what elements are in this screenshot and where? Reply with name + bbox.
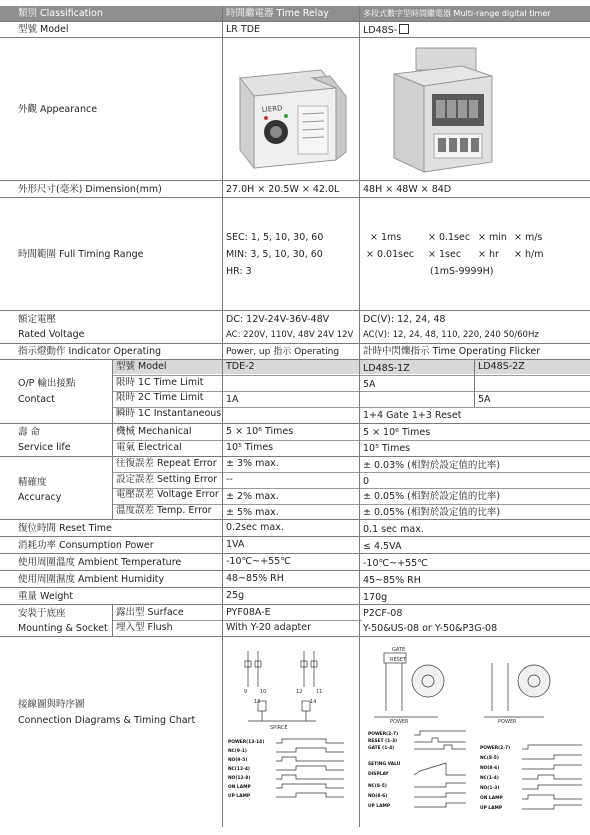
- accuracy-block: [0, 457, 590, 520]
- op-time-limit-2c: 限時 2C Time Limit: [116, 392, 204, 403]
- relay-brand: LIERD: [261, 104, 283, 114]
- ld2z-chart-no86: NO(8-6): [480, 766, 500, 771]
- accuracy-voltage-ld: ± 0.05% (相對於設定值的比率): [363, 491, 501, 502]
- model-tde: LR TDE: [226, 24, 261, 35]
- svg-text:9: 9: [244, 689, 248, 695]
- op-model-tde2: TDE-2: [226, 361, 255, 372]
- diagram-label-en: Connection Diagrams & Timing Chart: [18, 715, 196, 726]
- timing-row: [0, 198, 590, 311]
- humidity-row: [0, 571, 590, 588]
- accuracy-setting-ld: 0: [363, 476, 370, 487]
- mounting-label-en: Mounting & Socket: [18, 623, 108, 634]
- weight-row: [0, 588, 590, 605]
- life-mech-ld: 5 × 10⁶ Times: [363, 427, 431, 438]
- timing-hr-unit: × hr: [478, 249, 499, 260]
- ld2z-chart-power: POWER(2-7): [480, 746, 511, 751]
- mounting-label-cn: 安裝于底座: [18, 608, 66, 619]
- accuracy-voltage-tde: ± 2% max.: [226, 491, 279, 502]
- svg-text:10: 10: [260, 689, 267, 695]
- ld1z-chart-power: POWER(2-7): [368, 732, 399, 737]
- voltage-tde-ac: AC: 220V, 110V, 48V 24V 12V: [226, 330, 354, 340]
- timing-1ms: × 1ms: [370, 232, 402, 243]
- accuracy-label-cn: 精確度: [18, 477, 47, 488]
- svg-text:12: 12: [296, 689, 303, 695]
- op-label-en: Contact: [18, 394, 55, 405]
- humidity-ld: 45~85% RH: [363, 575, 421, 586]
- mounting-surface-ld: P2CF-08: [363, 608, 403, 619]
- timing-001sec: × 0.01sec: [366, 249, 415, 260]
- mounting-surface: 露出型 Surface: [116, 607, 184, 618]
- op-2c-tde: 1A: [226, 394, 239, 405]
- diagram-block: [0, 637, 590, 827]
- ld1z-power-label: POWER: [390, 719, 409, 725]
- op-model-2z: LD48S-2Z: [478, 361, 525, 372]
- reset-ld: 0.1 sec max.: [363, 524, 424, 535]
- timing-hm: × h/m: [514, 249, 544, 260]
- indicator-row: [0, 344, 590, 360]
- svg-text:13: 13: [254, 699, 261, 705]
- dimension-row: [0, 181, 590, 198]
- op-1c-ld: 5A: [363, 379, 376, 390]
- life-electrical: 電氣 Electrical: [116, 442, 182, 453]
- life-elec-ld: 10⁵ Times: [363, 443, 411, 454]
- temperature-row: [0, 554, 590, 571]
- ld1z-chart-gate: GATE (1-4): [368, 746, 395, 751]
- tde-wiring-diagram: [226, 641, 356, 825]
- column-divider-2: [359, 6, 360, 827]
- model-suffix-box: [399, 24, 409, 34]
- ld1z-reset-label: RESET: [390, 657, 407, 663]
- power-tde: 1VA: [226, 539, 245, 550]
- column-divider-1: [222, 6, 223, 827]
- temperature-tde: -10℃~+55℃: [226, 556, 291, 567]
- voltage-label-cn: 額定電壓: [18, 314, 57, 325]
- timing-range-total: (1mS-9999H): [430, 266, 494, 277]
- mounting-block: [0, 605, 590, 637]
- svg-text:14: 14: [310, 699, 317, 705]
- model-ld48s: LD48S-: [363, 24, 409, 37]
- weight-tde: 25g: [226, 590, 245, 601]
- temperature-ld: -10℃~+55℃: [363, 558, 428, 569]
- indicator-ld: 計時中閃爍指示 Time Operating Flicker: [363, 346, 541, 357]
- header-digital-timer: 多段式數字型時間繼電器 Multi-range digital timer: [363, 9, 551, 18]
- tde-chart-onlamp: ON LAMP: [228, 785, 251, 790]
- accuracy-repeat-ld: ± 0.03% (相對於設定值的比率): [363, 460, 501, 471]
- tde-chart-no95: NO(9-5): [228, 758, 248, 763]
- dimension-ld48s: 48H × 48W × 84D: [363, 184, 452, 195]
- accuracy-setting: 設定誤差 Setting Error: [116, 474, 218, 485]
- ld2z-chart-nc14: NC(1-4): [480, 776, 499, 781]
- life-label-en: Service life: [18, 442, 71, 453]
- timing-hr: HR: 3: [226, 266, 252, 277]
- tde-chart-no128: NO(12-8): [228, 776, 251, 781]
- op-sub-model: 型號 Model: [116, 361, 167, 372]
- voltage-tde-dc: DC: 12V-24V-36V-48V: [226, 314, 330, 325]
- op-label-cn: O/P 輸出接點: [18, 378, 76, 389]
- op-time-limit-1c: 限時 1C Time Limit: [116, 377, 204, 388]
- accuracy-setting-tde: --: [226, 474, 233, 485]
- weight-ld: 170g: [363, 592, 388, 603]
- timing-01sec: × 0.1sec: [428, 232, 471, 243]
- voltage-label-en: Rated Voltage: [18, 329, 85, 340]
- ld2z-chart-uplamp: UP LAMP: [480, 806, 503, 811]
- svg-text:11: 11: [316, 689, 323, 695]
- dimension-tde: 27.0H × 20.5W × 42.0L: [226, 184, 340, 195]
- ld1z-chart-display: DISPLAY: [368, 772, 389, 777]
- model-label: 型號 Model: [18, 24, 69, 35]
- indicator-label: 指示燈動作 Indicator Operating: [18, 346, 162, 357]
- ld1z-chart-nc85: NC(8-5): [368, 784, 387, 789]
- tde-chart-nc124: NC(12-4): [228, 767, 250, 772]
- humidity-label: 使用周圍濕度 Ambient Humidity: [18, 574, 165, 585]
- mounting-flush: 埋入型 Flush: [116, 622, 173, 633]
- ld2z-chart-nc85: NC(8-5): [480, 756, 499, 761]
- ld1z-chart-no86: NO(8-6): [368, 794, 388, 799]
- timing-min-unit: × min: [478, 232, 507, 243]
- mounting-surface-tde: PYF08A-E: [226, 607, 271, 618]
- accuracy-temp: 溫度誤差 Temp. Error: [116, 505, 212, 516]
- mounting-flush-ld: Y-50&US-08 or Y-50&P3G-08: [363, 623, 498, 634]
- ld1z-chart-setting: SETING VALU: [368, 762, 401, 767]
- ld2z-power-label: POWER: [498, 719, 517, 725]
- tde-chart-power: POWER(13-14): [228, 740, 265, 745]
- life-mech-tde: 5 × 10⁶ Times: [226, 426, 294, 437]
- weight-label: 重量 Weight: [18, 591, 74, 602]
- appearance-label: 外觀 Appearance: [18, 104, 98, 115]
- header-classification: 類別 Classification: [18, 8, 103, 19]
- op-instant-ld: 1+4 Gate 1+3 Reset: [363, 410, 462, 421]
- time-relay-photo: [226, 48, 351, 173]
- voltage-row: [0, 311, 590, 344]
- header-time-relay: 時間繼電器 Time Relay: [226, 8, 329, 19]
- ld1z-chart-reset: RESET (1-3): [368, 739, 398, 744]
- ld2z-chart-onlamp: ON LAMP: [480, 796, 503, 801]
- ld48s-2z-wiring-diagram: [478, 641, 588, 825]
- op-instantaneous: 瞬時 1C Instantaneous: [116, 408, 222, 419]
- ld1z-chart-uplamp: UP LAMP: [368, 804, 391, 809]
- ld1z-gate-label: GATE: [392, 647, 406, 653]
- ld2z-chart-no13: NO(1-3): [480, 786, 500, 791]
- reset-row: [0, 520, 590, 537]
- mounting-flush-tde: With Y-20 adapter: [226, 622, 311, 633]
- humidity-tde: 48~85% RH: [226, 573, 284, 584]
- timing-1sec: × 1sec: [428, 249, 462, 260]
- tde-chart-uplamp: UP LAMP: [228, 794, 251, 799]
- power-ld: ≤ 4.5VA: [363, 541, 402, 552]
- accuracy-temp-tde: ± 5% max.: [226, 507, 279, 518]
- life-label-cn: 壽 命: [18, 427, 41, 438]
- dimension-label: 外形尺寸(毫米) Dimension(mm): [18, 184, 162, 195]
- voltage-ld-dc: DC(V): 12, 24, 48: [363, 314, 446, 325]
- life-mechanical: 機械 Mechanical: [116, 426, 192, 437]
- indicator-tde: Power, up 指示 Operating: [226, 347, 340, 357]
- tde-spirce-label: SPIRCE: [270, 725, 288, 731]
- accuracy-temp-ld: ± 0.05% (相對於設定值的比率): [363, 507, 501, 518]
- power-row: [0, 537, 590, 554]
- op-model-1z: LD48S-1Z: [363, 363, 410, 374]
- life-elec-tde: 10⁵ Times: [226, 442, 274, 453]
- op-contact-block: [0, 360, 590, 424]
- header-row: [0, 6, 590, 22]
- diagram-label-cn: 接線圖與時序圖: [18, 699, 85, 710]
- accuracy-repeat-tde: ± 3% max.: [226, 458, 279, 469]
- accuracy-repeat: 往復誤差 Repeat Error: [116, 458, 217, 469]
- digital-timer-photo: [372, 44, 512, 178]
- accuracy-voltage: 電壓誤差 Voltage Error: [116, 489, 219, 500]
- voltage-ld-ac: AC(V): 12, 24, 48, 110, 220, 240 50/60Hz: [363, 330, 539, 340]
- timing-ms: × m/s: [514, 232, 543, 243]
- life-block: [0, 424, 590, 457]
- ld48s-1z-wiring-diagram: [366, 641, 478, 825]
- op-2c-ld: 5A: [478, 394, 491, 405]
- reset-tde: 0.2sec max.: [226, 522, 284, 533]
- reset-label: 復位時間 Reset Time: [18, 523, 112, 534]
- power-label: 消耗功率 Consumption Power: [18, 540, 154, 551]
- timing-sec: SEC: 1, 5, 10, 30, 60: [226, 232, 324, 243]
- temperature-label: 使用周圍溫度 Ambient Temperature: [18, 557, 182, 568]
- tde-chart-nc91: NC(9-1): [228, 749, 247, 754]
- accuracy-label-en: Accuracy: [18, 492, 62, 503]
- timing-label: 時間範圍 Full Timing Range: [18, 249, 144, 260]
- timing-min: MIN: 3, 5, 10, 30, 60: [226, 249, 323, 260]
- model-row: [0, 22, 590, 38]
- appearance-row: [0, 38, 590, 181]
